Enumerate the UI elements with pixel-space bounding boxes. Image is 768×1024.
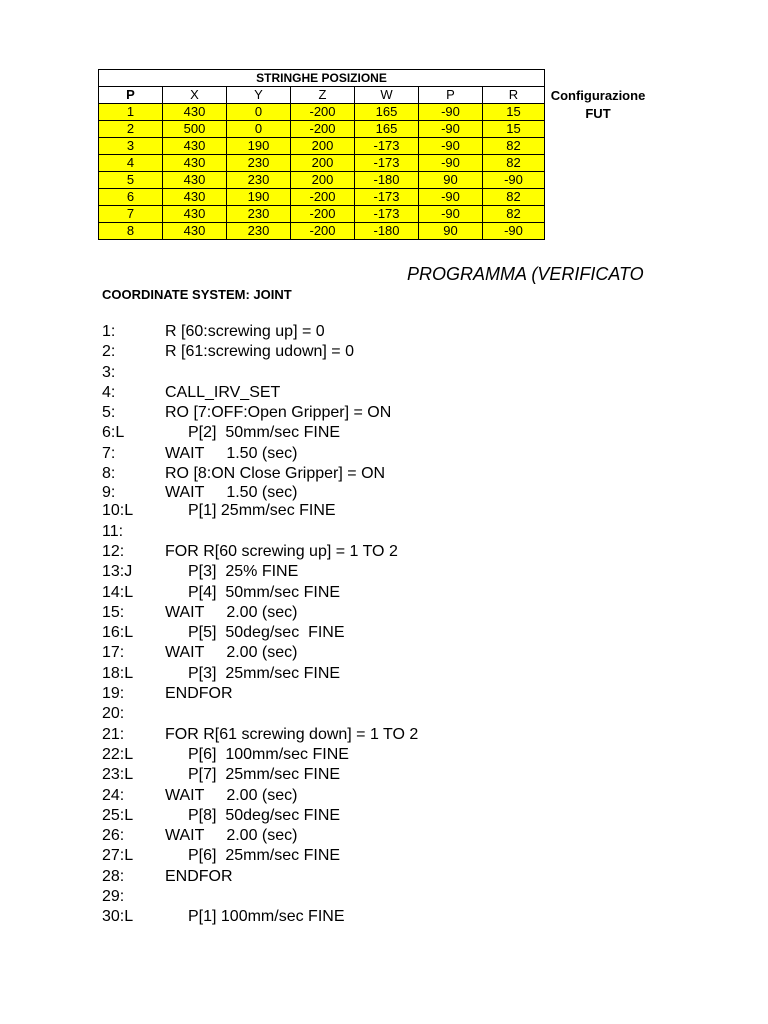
table-cell: 7	[99, 206, 163, 223]
line-statement: P[2] 50mm/sec FINE	[188, 424, 341, 442]
line-number: 12:	[102, 542, 125, 560]
table-cell: 1	[99, 104, 163, 121]
line-statement: FOR R[60 screwing up] = 1 TO 2	[165, 542, 398, 560]
line-number: 26:	[102, 827, 125, 845]
table-cell: 230	[227, 206, 291, 223]
table-cell: 430	[163, 155, 227, 172]
column-header: W	[355, 87, 419, 104]
line-statement: R [60:screwing up] = 0	[165, 323, 325, 340]
line-number: 13:J	[102, 563, 133, 581]
line-statement: R [61:screwing udown] = 0	[165, 343, 354, 361]
table-body	[99, 104, 545, 240]
table-cell: 82	[483, 155, 545, 172]
table-cell: 200	[291, 172, 355, 189]
table-cell: 190	[227, 189, 291, 206]
line-number: 22:L	[102, 745, 134, 763]
table-row	[99, 121, 545, 138]
table-cell: -200	[291, 189, 355, 206]
table-cell: -90	[419, 189, 483, 206]
table-header-row	[99, 87, 545, 104]
line-number: 17:	[102, 644, 125, 662]
table-cell: 90	[419, 223, 483, 240]
line-statement: P[8] 50deg/sec FINE	[188, 806, 341, 824]
configuration-value: FUT	[585, 106, 611, 121]
line-number: 8:	[102, 465, 116, 483]
table-cell: -180	[355, 223, 419, 240]
table-cell: -90	[419, 206, 483, 223]
line-statement: P[1] 100mm/sec FINE	[188, 908, 345, 926]
line-number: 30:L	[102, 908, 134, 926]
table-cell: -90	[419, 104, 483, 121]
table-cell: 190	[227, 138, 291, 155]
table-cell: 2	[99, 121, 163, 138]
line-statement: WAIT 2.00 (sec)	[165, 786, 298, 804]
column-header: R	[483, 87, 545, 104]
line-statement: WAIT 2.00 (sec)	[165, 827, 298, 845]
table-cell: 230	[227, 155, 291, 172]
line-statement: WAIT 2.00 (sec)	[165, 603, 298, 621]
table-cell: 430	[163, 104, 227, 121]
line-statement: P[3] 25% FINE	[188, 563, 299, 581]
table-cell: 165	[355, 104, 419, 121]
line-number: 14:L	[102, 583, 134, 601]
line-statement: ENDFOR	[165, 685, 233, 703]
line-statement: P[6] 25mm/sec FINE	[188, 847, 341, 865]
line-statement: P[3] 25mm/sec FINE	[188, 664, 341, 682]
table-cell: -200	[291, 104, 355, 121]
line-statement: WAIT 2.00 (sec)	[165, 644, 298, 662]
table-cell: 430	[163, 223, 227, 240]
table-cell: 15	[483, 121, 545, 138]
column-header: Y	[227, 87, 291, 104]
line-statement: P[1] 25mm/sec FINE	[188, 502, 336, 520]
line-number: 19:	[102, 685, 125, 703]
line-number: 24:	[102, 786, 125, 804]
line-number: 18:L	[102, 664, 134, 682]
table-cell: 82	[483, 138, 545, 155]
line-number: 27:L	[102, 847, 134, 865]
column-header: P	[419, 87, 483, 104]
table-cell: -200	[291, 206, 355, 223]
line-number: 25:L	[102, 806, 134, 824]
configuration-label	[545, 87, 651, 123]
table-cell: -173	[355, 155, 419, 172]
table-cell: -200	[291, 223, 355, 240]
coordinate-system-label: COORDINATE SYSTEM: JOINT	[102, 287, 292, 302]
table-cell: 5	[99, 172, 163, 189]
line-number: 4:	[102, 383, 116, 401]
line-number: 9:	[102, 484, 116, 502]
line-statement: RO [7:OFF:Open Gripper] = ON	[165, 404, 392, 422]
table-cell: -173	[355, 189, 419, 206]
line-number: 23:L	[102, 766, 134, 784]
table-title: STRINGHE POSIZIONE	[99, 70, 545, 87]
line-number: 11:	[102, 522, 124, 540]
table-row	[99, 104, 545, 121]
column-header: X	[163, 87, 227, 104]
table-cell: -90	[419, 138, 483, 155]
line-number: 6:L	[102, 424, 125, 442]
table-cell: 82	[483, 206, 545, 223]
table-cell: -90	[483, 223, 545, 240]
line-statement: CALL_IRV_SET	[165, 383, 281, 401]
line-statement: P[6] 100mm/sec FINE	[188, 745, 349, 763]
table-cell: 200	[291, 155, 355, 172]
line-statement: ENDFOR	[165, 867, 233, 885]
line-number: 2:	[102, 343, 116, 361]
table-row	[99, 206, 545, 223]
table-cell: 165	[355, 121, 419, 138]
program-title: PROGRAMMA (VERIFICATO	[407, 264, 644, 284]
table-cell: -90	[419, 121, 483, 138]
line-number: 20:	[102, 705, 125, 723]
table-cell: 15	[483, 104, 545, 121]
table-cell: 430	[163, 206, 227, 223]
table-cell: -200	[291, 121, 355, 138]
table-cell: 6	[99, 189, 163, 206]
line-number: 1:	[102, 323, 116, 340]
table-cell: 90	[419, 172, 483, 189]
table-cell: 4	[99, 155, 163, 172]
table-cell: -173	[355, 138, 419, 155]
line-statement: P[7] 25mm/sec FINE	[188, 766, 341, 784]
configuration-title: Configurazione	[550, 88, 646, 103]
table-cell: 200	[291, 138, 355, 155]
position-table	[98, 69, 545, 240]
table-cell: 8	[99, 223, 163, 240]
table-cell: 3	[99, 138, 163, 155]
line-number: 29:	[102, 888, 125, 906]
line-number: 21:	[102, 725, 125, 743]
line-statement: FOR R[61 screwing down] = 1 TO 2	[165, 725, 419, 743]
table-row	[99, 223, 545, 240]
table-row	[99, 138, 545, 155]
line-statement: WAIT 1.50 (sec)	[165, 484, 298, 502]
line-number: 5:	[102, 404, 116, 422]
table-cell: 430	[163, 189, 227, 206]
table-cell: 230	[227, 172, 291, 189]
table-title-row	[99, 70, 545, 87]
table-cell: 430	[163, 138, 227, 155]
table-row	[99, 172, 545, 189]
table-row	[99, 155, 545, 172]
table-row	[99, 189, 545, 206]
line-statement: RO [8:ON Close Gripper] = ON	[165, 465, 386, 483]
table-cell: 500	[163, 121, 227, 138]
table-cell: 230	[227, 223, 291, 240]
line-number: 3:	[102, 363, 116, 381]
table-cell: 430	[163, 172, 227, 189]
table-cell: 0	[227, 121, 291, 138]
table-cell: -180	[355, 172, 419, 189]
line-statement: P[5] 50deg/sec FINE	[188, 624, 345, 642]
table-cell: -90	[483, 172, 545, 189]
line-statement: P[4] 50mm/sec FINE	[188, 583, 341, 601]
table-cell: -173	[355, 206, 419, 223]
column-header: P	[99, 87, 163, 104]
table-cell: 82	[483, 189, 545, 206]
table-cell: 0	[227, 104, 291, 121]
line-number: 10:L	[102, 502, 134, 520]
line-statement: WAIT 1.50 (sec)	[165, 444, 298, 462]
line-number: 16:L	[102, 624, 134, 642]
line-number: 15:	[102, 603, 125, 621]
line-number: 7:	[102, 444, 116, 462]
line-number: 28:	[102, 867, 125, 885]
table-cell: -90	[419, 155, 483, 172]
column-header: Z	[291, 87, 355, 104]
